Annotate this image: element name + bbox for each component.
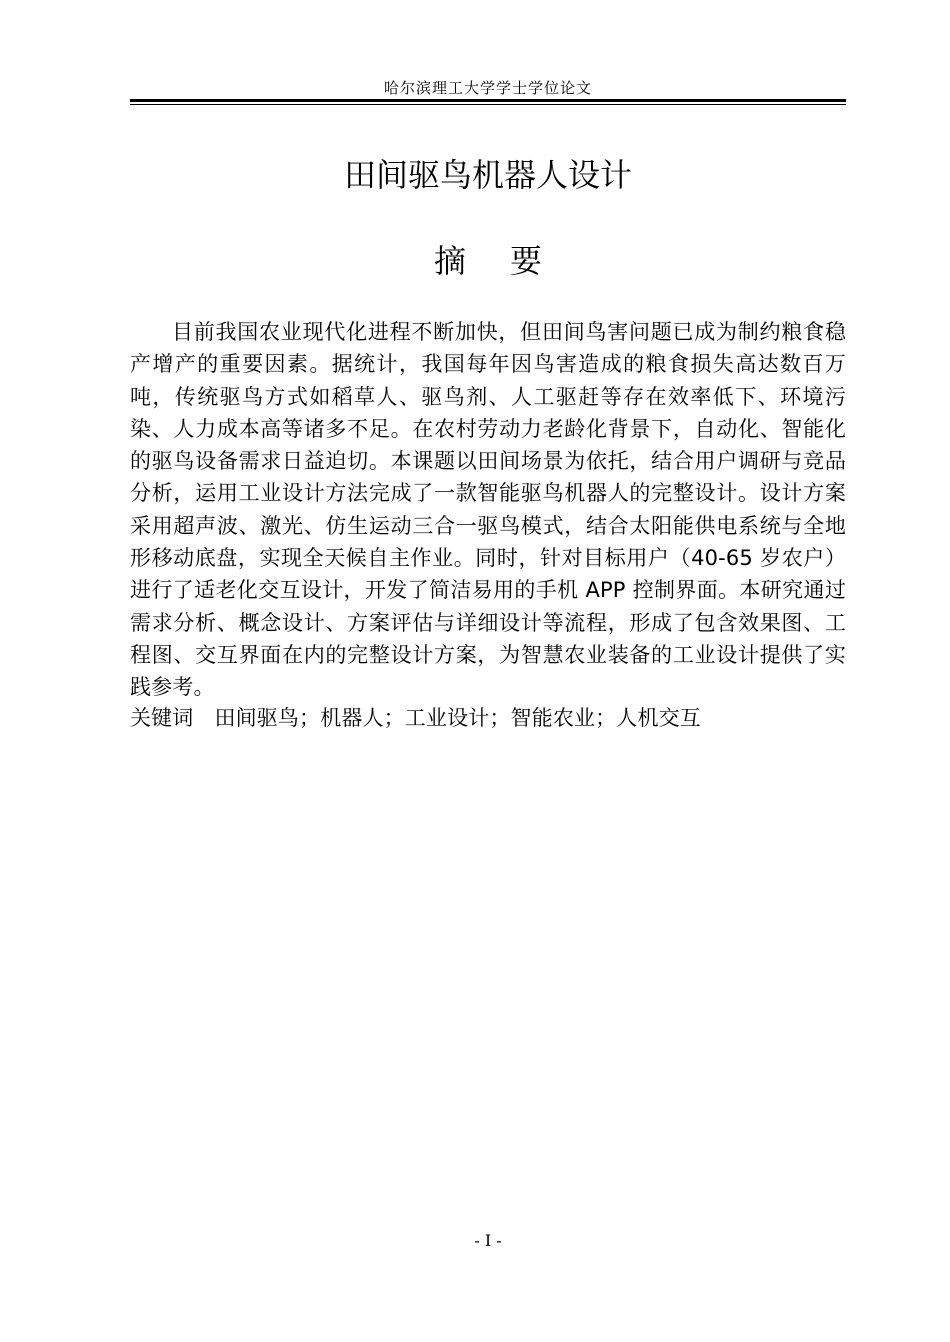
keywords-label: 关键词 bbox=[130, 706, 194, 730]
document-title: 田间驱鸟机器人设计 bbox=[343, 156, 632, 194]
keywords-list: 田间驱鸟；机器人；工业设计；智能农业；人机交互 bbox=[214, 706, 701, 730]
header-rule-thin bbox=[130, 104, 846, 105]
abstract-heading: 摘要 bbox=[433, 242, 586, 280]
header-rule-thick bbox=[130, 99, 846, 102]
page-number: - I - bbox=[474, 1231, 502, 1250]
running-header: 哈尔滨理工大学学士学位论文 bbox=[383, 79, 592, 97]
abstract-body: 目前我国农业现代化进程不断加快，但田间鸟害问题已成为制约粮食稳产增产的重要因素。据统计，我国每年因鸟害造成的粮食损失高达数百万吨，传统驱鸟方式如稻草人、驱鸟剂、人工驱赶等存在效率低下、环境污染、人力成本高等诸多不足。在农村劳动力老龄化背景下，自动化、智能化的驱鸟设备需求日益迫切。本课题以田间场景为依托，结合用户调研与竞品分析，运用工业设计方法完成了一款智能驱鸟机器人的完整设计。设计方案采用超声波、激光、仿生运动三合一驱鸟模式，结合太阳能供电系统与全地形移动底盘，实现全天候自主作业。同时，针对目标用户（40-65 岁农户）进行了适老化交互设计，开发了简洁易用的手机 APP 控制界面。本研究通过需求分析、概念设计、方案评估与详细设计等流程，形成了包含效果图、工程图、交互界面在内的完整设计方案，为智慧农业装备的工业设计提供了实践参考。 bbox=[130, 320, 846, 700]
keywords-line bbox=[130, 702, 846, 734]
